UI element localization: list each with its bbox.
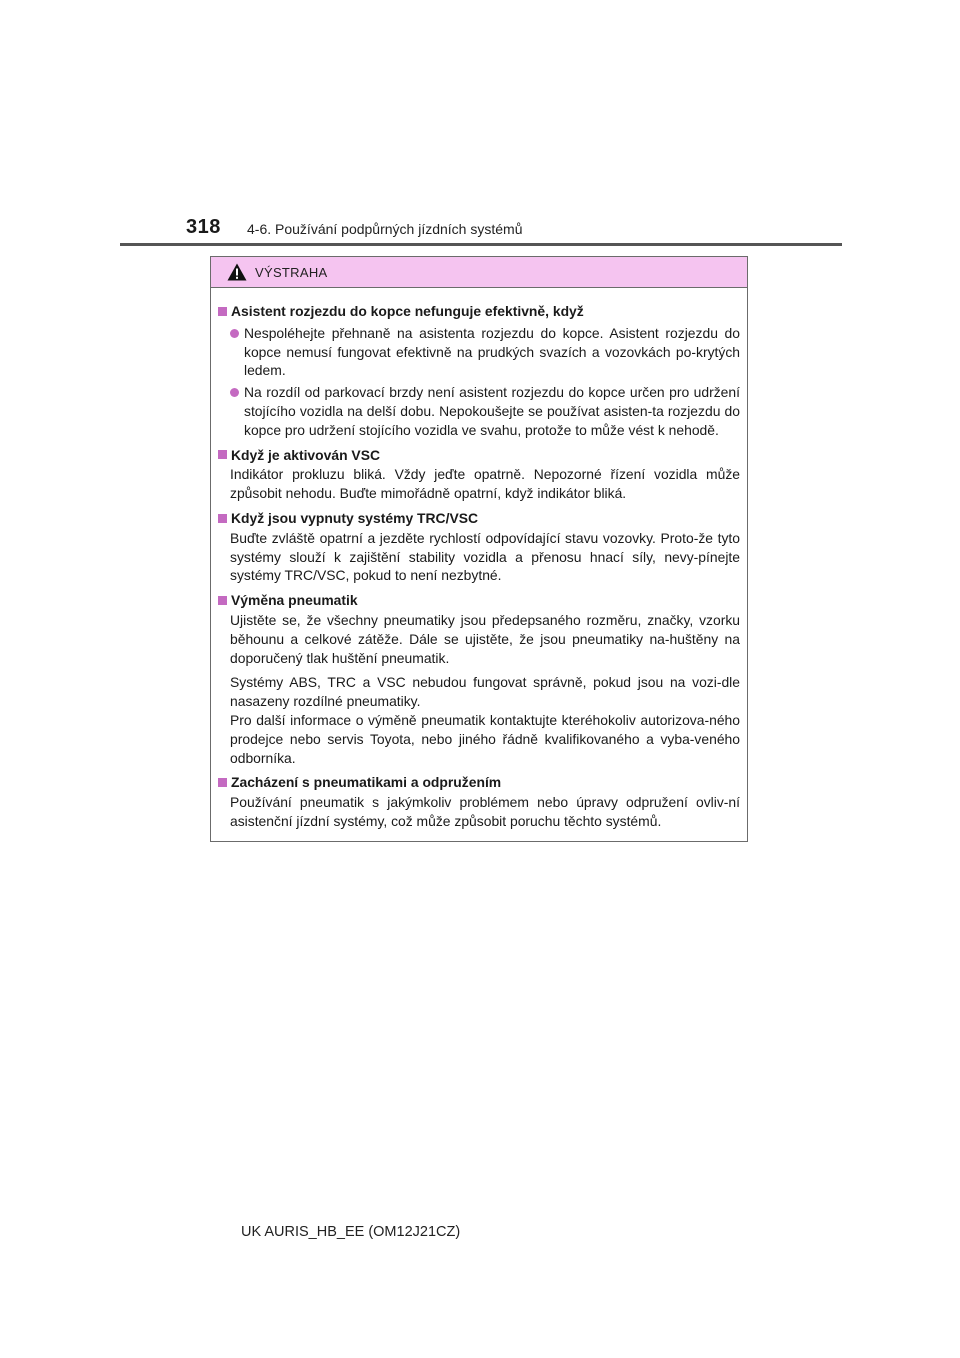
paragraph: Indikátor prokluzu bliká. Vždy jeďte opatrně. Nepozorné řízení vozidla může způsobit nehodu. Buďte mimořádně opatrní, když indikátor bliká. — [230, 466, 740, 502]
section-heading-text: Když je aktivován VSC — [231, 446, 380, 463]
section-heading-text: Asistent rozjezdu do kopce nefunguje efektivně, když — [231, 303, 584, 319]
section-heading — [218, 302, 740, 321]
paragraph: Ujistěte se, že všechny pneumatiky jsou předepsaného rozměru, značky, vzorku běhounu a celkové zátěže. Dále se ujistěte, že jsou pneumatiky na-huštěny na doporučený tlak huštění pneumatik. — [230, 611, 740, 666]
square-bullet-icon — [218, 514, 227, 523]
section-heading-text: Výměna pneumatik — [231, 592, 358, 609]
warning-section — [218, 773, 740, 830]
square-bullet-icon — [218, 450, 227, 459]
page-number: 318 — [186, 216, 221, 238]
warning-section — [218, 302, 740, 440]
list-item-text: Na rozdíl od parkovací brzdy není asistent rozjezdu do kopce určen pro udržení stojícího vozidla na delší dobu. Nepokoušejte se používat asisten-ta rozjezdu do kopce pro udržení stojícího vozidla ve svahu, protože to může vést k nehodě. — [244, 384, 740, 438]
warning-header — [211, 257, 747, 288]
section-heading — [218, 446, 740, 465]
section-title: 4-6. Používání podpůrných jízdních systémů — [247, 221, 523, 237]
section-heading — [218, 591, 740, 610]
list-item-text: Nespoléhejte přehnaně na asistenta rozjezdu do kopce. Asistent rozjezdu do kopce nemusí fungovat efektivně na prudkých svazích a vozovkách po-krytých ledem. — [244, 324, 740, 379]
list-item — [218, 383, 740, 439]
round-bullet-icon — [230, 388, 239, 397]
paragraph: Používání pneumatik s jakýmkoliv problémem nebo úpravy odpružení ovliv-ní asistenční jízdní systémy, což může způsobit poruchu těchto systémů. — [230, 794, 740, 829]
paragraph: Systémy ABS, TRC a VSC nebudou fungovat správně, pokud jsou na vozi-dle nasazeny rozdílné pneumatiky. Pro další informace o výměně pneumatik kontaktujte kteréhokoliv autorizova-ného prodejce nebo servis Toyota, nebo jiného řádně kvalifikovaného a vyba-veného odborníka. — [230, 674, 740, 766]
section-heading — [218, 509, 740, 528]
warning-section — [218, 446, 740, 503]
section-heading-text: Zacházení s pneumatikami a odpružením — [231, 774, 502, 791]
warning-body — [211, 288, 747, 831]
section-heading — [218, 773, 740, 792]
paragraph: Buďte zvláště opatrní a jezděte rychlostí odpovídající stavu vozovky. Proto-že tyto systémy slouží k zajištění stability vozidla a přenosu hnací síly, nevy-pínejte systémy TRC/VSC, pokud to není nezbytné. — [230, 529, 740, 584]
section-heading-text: Když jsou vypnuty systémy TRC/VSC — [231, 509, 479, 526]
square-bullet-icon — [218, 307, 227, 316]
warning-section — [218, 591, 740, 767]
model-code: UK AURIS_HB_EE (OM12J21CZ) — [241, 1224, 461, 1240]
square-bullet-icon — [218, 778, 227, 787]
warning-box — [210, 256, 748, 842]
square-bullet-icon — [218, 596, 227, 605]
header-rule — [120, 243, 842, 246]
round-bullet-icon — [230, 329, 239, 338]
warning-triangle-icon — [227, 263, 247, 281]
warning-label: VÝSTRAHA — [255, 264, 328, 280]
warning-section — [218, 509, 740, 585]
list-item — [218, 324, 740, 380]
